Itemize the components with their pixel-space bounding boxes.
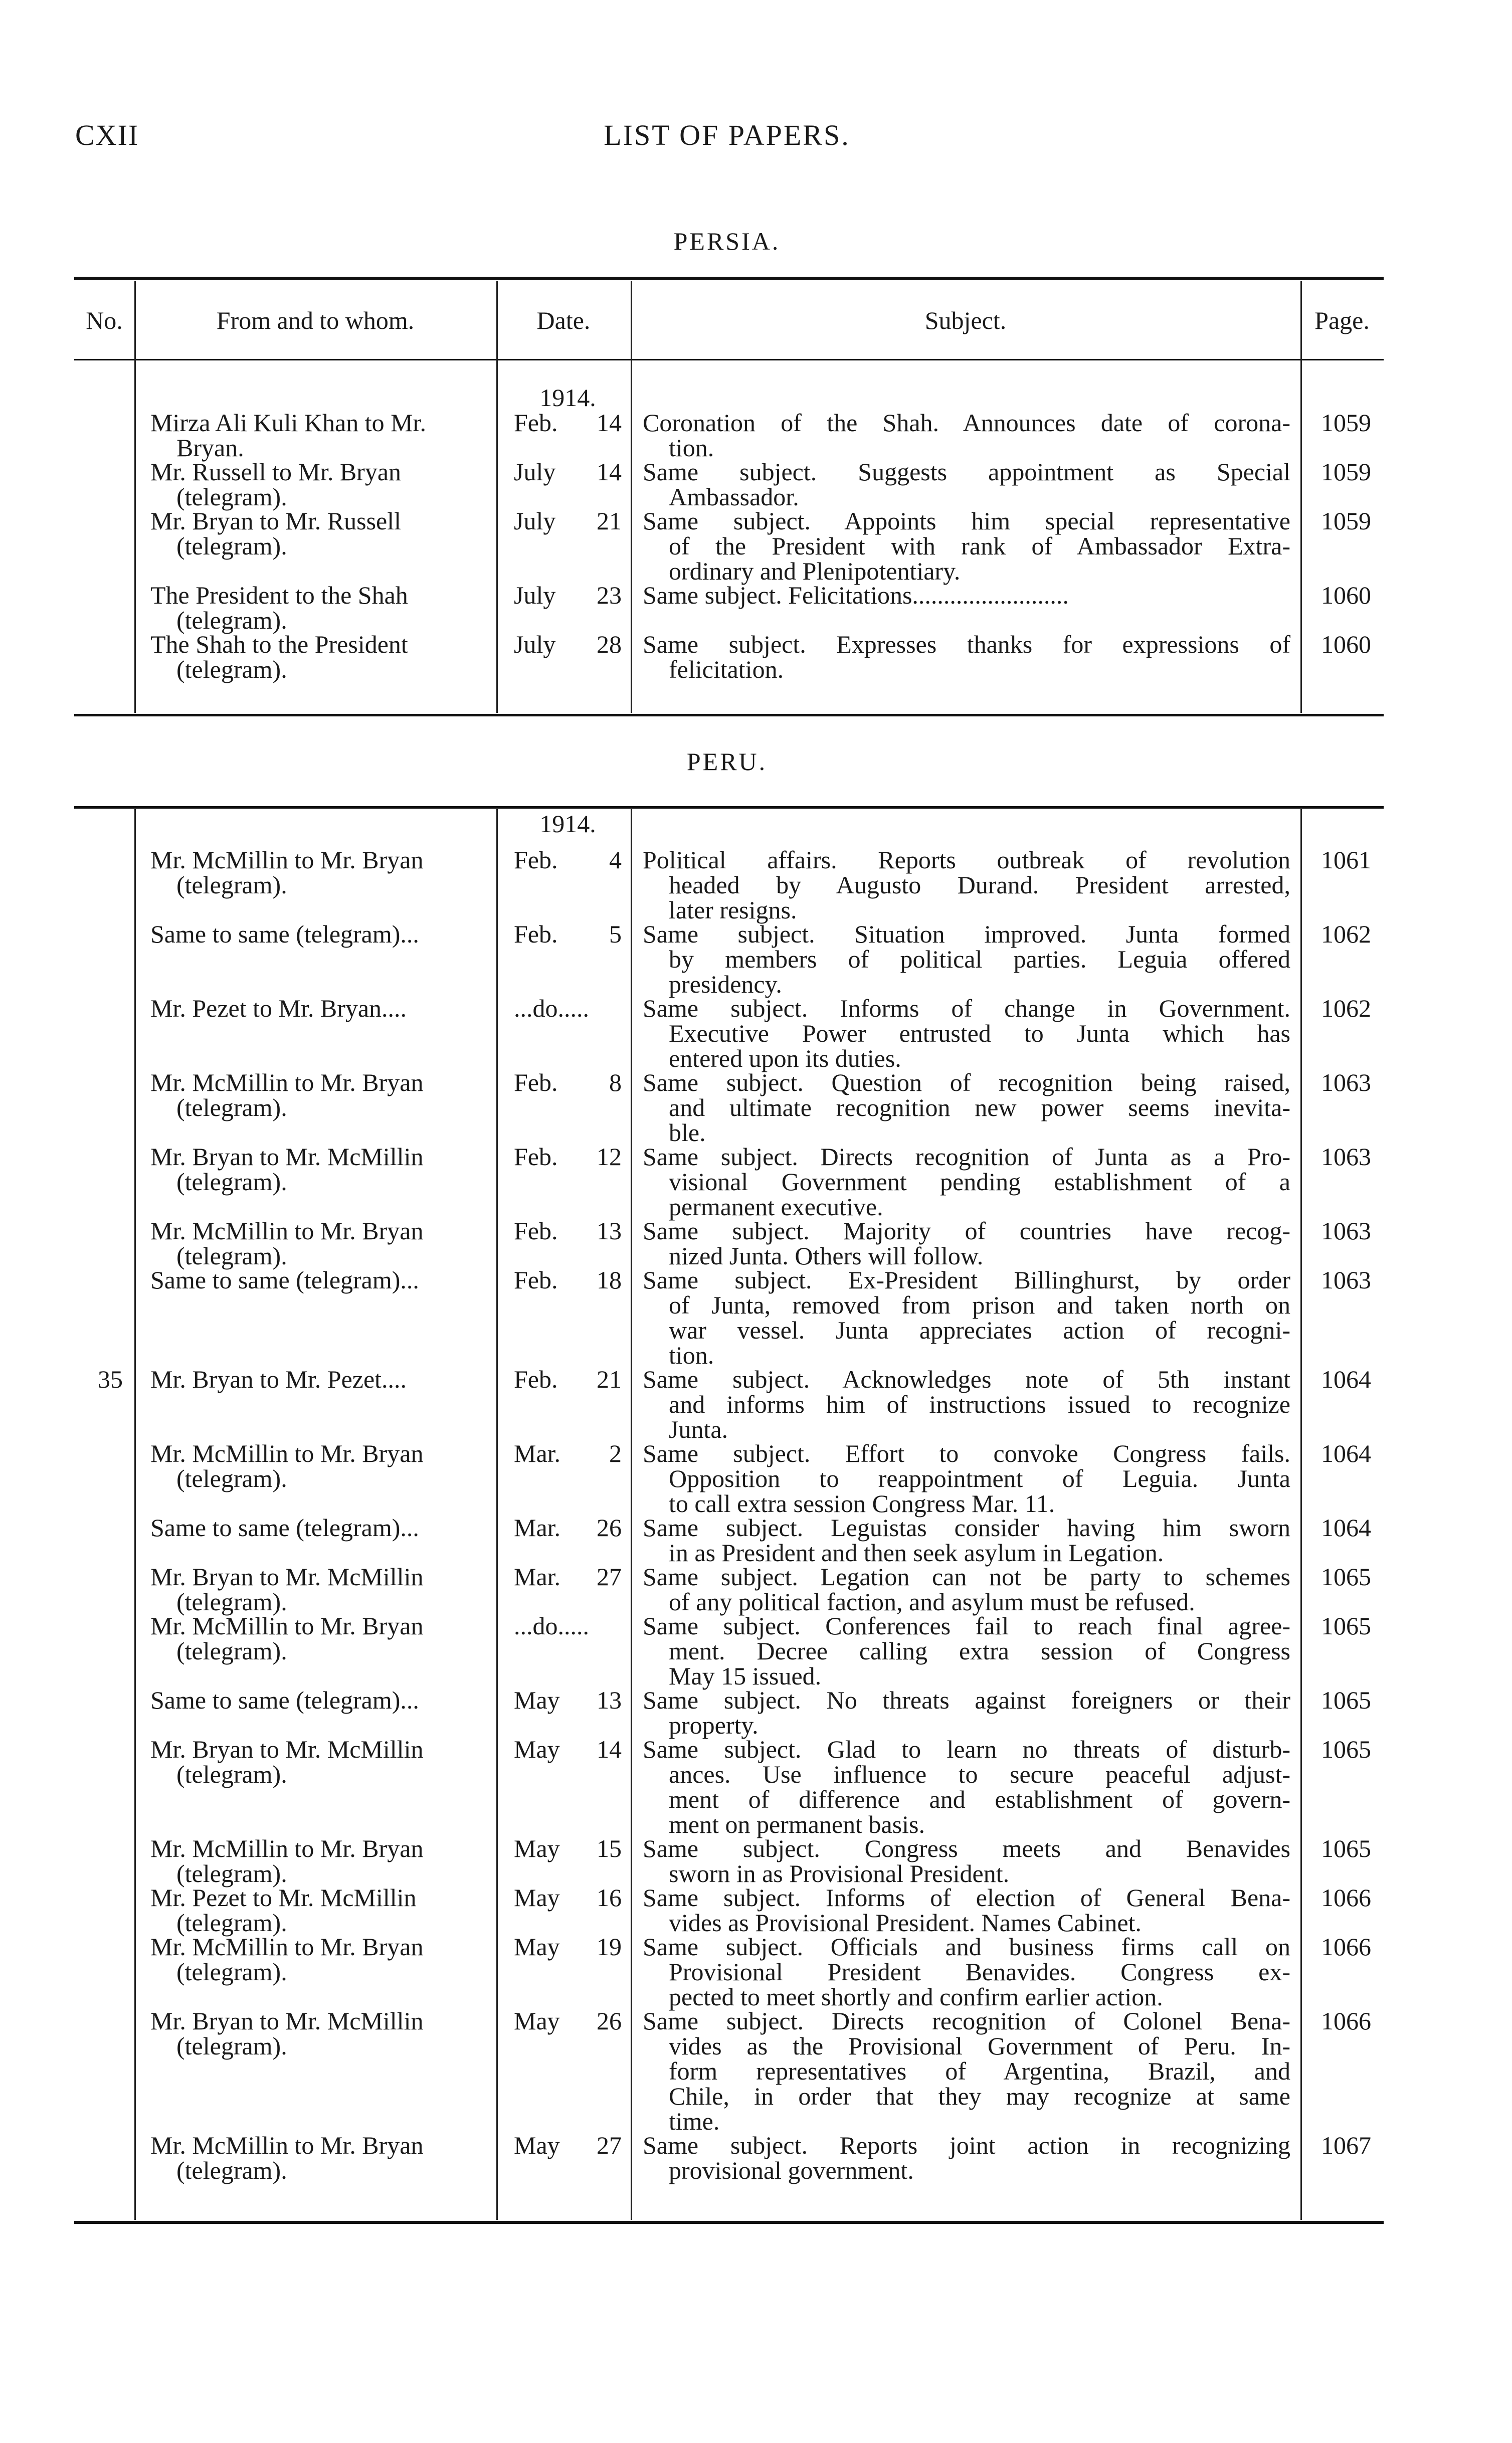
subject-cell [643, 410, 1290, 460]
text-line: Same subject. Reports joint action in recognizing [643, 2131, 1290, 2159]
page-number-cell: 1063 [1321, 1143, 1371, 1171]
text-line: later resigns. [669, 896, 797, 924]
date-cell [514, 410, 622, 435]
text-line: Same subject. No threats against foreigners or their [643, 1686, 1290, 1714]
from-to-cell [150, 1564, 496, 1614]
subject-cell [643, 459, 1290, 509]
subject-cell [643, 1564, 1290, 1614]
column-header-no: No. [86, 306, 123, 334]
column-divider [1300, 809, 1302, 2220]
text-line: Mar. [514, 1439, 561, 1467]
column-divider [134, 809, 136, 2220]
from-to-cell [150, 1885, 496, 1935]
text-line: of any political faction, and asylum must be refused. [669, 1588, 1195, 1616]
text-line: July [514, 630, 556, 658]
date-cell [514, 1070, 622, 1095]
subject-cell [643, 632, 1290, 682]
text-line: Political affairs. Reports outbreak of revolution [643, 846, 1290, 874]
date-cell [514, 1836, 622, 1861]
text-line: and ultimate recognition new power seems inevita- [669, 1093, 1290, 1121]
text-line: by members of political parties. Leguia offered [669, 945, 1290, 973]
section-title-persia: PERSIA. [673, 227, 781, 255]
page-number-cell: 1067 [1321, 2131, 1371, 2159]
text-line: form representatives of Argentina, Brazil, and [669, 2057, 1290, 2085]
page-number-cell: 1059 [1321, 409, 1371, 437]
text-line: May [514, 1834, 560, 1862]
text-line: visional Government pending establishment of a [669, 1168, 1290, 1196]
text-line: Mr. Pezet to Mr. Bryan.... [150, 994, 407, 1022]
text-line: Mr. Russell to Mr. Bryan [150, 458, 402, 486]
text-line: ment of difference and establishment of govern- [669, 1785, 1290, 1813]
page-number-cell: 1066 [1321, 2007, 1371, 2035]
subject-cell [643, 1218, 1290, 1268]
date-line [514, 921, 622, 947]
date-line [514, 847, 622, 872]
date-line [514, 632, 622, 657]
text-line: July [514, 458, 556, 486]
date-line [514, 1367, 622, 1392]
text-line: July [514, 507, 556, 535]
date-line [514, 2008, 622, 2033]
date-line [514, 1218, 622, 1243]
text-line: Mr. Bryan to Mr. Pezet.... [150, 1365, 407, 1393]
text-line: Mar. [514, 1563, 561, 1591]
text-line: The President to the Shah [150, 581, 408, 609]
from-to-cell [150, 1934, 496, 1984]
text-line: of the President with rank of Ambassador Extra- [669, 532, 1290, 560]
from-to-cell [150, 921, 496, 947]
from-to-cell [150, 847, 496, 897]
subject-cell [643, 847, 1290, 922]
date-cell [514, 2133, 622, 2158]
from-to-cell [150, 1144, 496, 1194]
date-cell [514, 1441, 622, 1466]
page-number-cell: 1066 [1321, 1933, 1371, 1961]
text-line: Coronation of the Shah. Announces date of corona- [643, 409, 1290, 437]
text-line: Mr. McMillin to Mr. Bryan [150, 1217, 424, 1245]
subject-cell [643, 1515, 1290, 1565]
date-line [514, 1934, 622, 1959]
text-line: Mr. McMillin to Mr. Bryan [150, 846, 424, 874]
text-line: and informs him of instructions issued to recognize [669, 1390, 1290, 1418]
text-line: May [514, 1686, 560, 1714]
from-to-cell [150, 1070, 496, 1120]
text-line: 19 [597, 1933, 622, 1961]
text-line: (telegram). [176, 1859, 287, 1888]
page-number-cell: 1065 [1321, 1735, 1371, 1763]
text-line: vides as Provisional President. Names Cabinet. [669, 1909, 1142, 1937]
text-line: Same to same (telegram)... [150, 1686, 419, 1714]
subject-cell [643, 1367, 1290, 1442]
page-number-cell: 1064 [1321, 1365, 1371, 1393]
text-line: (telegram). [176, 871, 287, 899]
column-divider [631, 809, 632, 2220]
text-line: (telegram). [176, 2156, 287, 2184]
from-to-cell [150, 996, 496, 1021]
text-line: (telegram). [176, 1637, 287, 1665]
text-line: Mr. McMillin to Mr. Bryan [150, 1612, 424, 1640]
page-number-cell: 1059 [1321, 507, 1371, 535]
header-rule-persia [74, 359, 1384, 360]
date-cell [514, 1144, 622, 1169]
text-line: 14 [597, 409, 622, 437]
text-line: 18 [597, 1266, 622, 1294]
date-cell [514, 1267, 622, 1292]
text-line: Same subject. Question of recognition being raised, [643, 1068, 1290, 1096]
text-line: Same subject. Directs recognition of Junta as a Pro- [643, 1143, 1290, 1171]
text-line: provisional government. [669, 2156, 914, 2184]
page-number-cell: 1065 [1321, 1834, 1371, 1862]
date-line [514, 1687, 622, 1713]
from-to-cell [150, 2008, 496, 2058]
date-line [514, 1515, 622, 1540]
subject-cell [643, 1144, 1290, 1219]
date-cell [514, 1885, 622, 1910]
text-line: 16 [597, 1884, 622, 1912]
page-number-cell: 1064 [1321, 1514, 1371, 1542]
text-line: time. [669, 2107, 720, 2135]
from-to-cell [150, 410, 496, 460]
subject-cell [643, 1934, 1290, 2009]
column-header-from: From and to whom. [216, 306, 415, 334]
text-line: Mr. McMillin to Mr. Bryan [150, 2131, 424, 2159]
table-top-rule-persia [74, 277, 1384, 280]
text-line: (telegram). [176, 2032, 287, 2060]
date-cell [514, 632, 622, 657]
subject-cell [643, 1441, 1290, 1516]
from-to-cell [150, 1613, 496, 1663]
text-line: 5 [609, 920, 622, 948]
text-line: Same subject. Situation improved. Junta formed [643, 920, 1290, 948]
date-line [514, 2133, 622, 2158]
subject-cell [643, 2008, 1290, 2134]
from-to-cell [150, 1687, 496, 1713]
subject-cell [643, 1687, 1290, 1738]
page-number-cell: 1065 [1321, 1563, 1371, 1591]
date-line [514, 583, 622, 608]
text-line: ment on permanent basis. [669, 1810, 925, 1838]
text-line: Mr. McMillin to Mr. Bryan [150, 1068, 424, 1096]
column-divider [134, 281, 136, 713]
text-line: presidency. [669, 970, 782, 998]
text-line: pected to meet shortly and confirm earlier action. [669, 1983, 1163, 2011]
date-cell [514, 2008, 622, 2033]
page-number-cell: 1060 [1321, 630, 1371, 658]
text-line: (telegram). [176, 1242, 287, 1270]
text-line: 15 [597, 1834, 622, 1862]
text-line: Same subject. Glad to learn no threats of disturb- [643, 1735, 1290, 1763]
text-line: 23 [597, 581, 622, 609]
page-number-cell: 1062 [1321, 920, 1371, 948]
page-title: LIST OF PAPERS. [604, 119, 850, 151]
from-to-cell [150, 459, 496, 509]
text-line: 14 [597, 1735, 622, 1763]
text-line: Same subject. Ex-President Billinghurst, by order [643, 1266, 1290, 1294]
from-to-cell [150, 1515, 496, 1540]
text-line: to call extra session Congress Mar. 11. [669, 1489, 1055, 1518]
text-line: Feb. [514, 1266, 558, 1294]
text-line: 21 [597, 507, 622, 535]
from-to-cell [150, 1267, 496, 1292]
text-line: 28 [597, 630, 622, 658]
text-line: 26 [597, 1514, 622, 1542]
text-line: (telegram). [176, 1760, 287, 1788]
column-header-date: Date. [536, 306, 591, 334]
date-line [514, 1441, 622, 1466]
text-line: nized Junta. Others will follow. [669, 1242, 984, 1270]
text-line: 13 [597, 1686, 622, 1714]
text-line: (telegram). [176, 532, 287, 560]
text-line: Mr. Bryan to Mr. McMillin [150, 1143, 424, 1171]
date-cell [514, 847, 622, 872]
text-line: ble. [669, 1118, 706, 1147]
text-line: in as President and then seek asylum in Legation. [669, 1539, 1164, 1567]
table-bottom-rule-persia [74, 714, 1384, 716]
text-line: Mr. Pezet to Mr. McMillin [150, 1884, 417, 1912]
text-line: 4 [609, 846, 622, 874]
text-line: Same to same (telegram)... [150, 1514, 419, 1542]
text-line: (telegram). [176, 1909, 287, 1937]
text-line: (telegram). [176, 1168, 287, 1196]
text-line: sworn in as Provisional President. [669, 1859, 1010, 1888]
date-cell [514, 1367, 622, 1392]
year-label: 1914. [539, 810, 596, 838]
text-line: May [514, 2007, 560, 2035]
date-line [514, 459, 622, 484]
text-line: 27 [597, 2131, 622, 2159]
text-line: Mr. Bryan to Mr. McMillin [150, 2007, 424, 2035]
date-line [514, 996, 622, 1021]
date-line [514, 1836, 622, 1861]
text-line: Same subject. Felicitations......................... [643, 581, 1069, 609]
page-number-cell: 1063 [1321, 1068, 1371, 1096]
page-number-cell: 1063 [1321, 1266, 1371, 1294]
text-line: Same subject. Informs of change in Government. [643, 994, 1290, 1022]
page-number-cell: 1066 [1321, 1884, 1371, 1912]
text-line: (telegram). [176, 483, 287, 511]
text-line: Mirza Ali Kuli Khan to Mr. [150, 409, 426, 437]
text-line: Same subject. Expresses thanks for expressions of [643, 630, 1290, 658]
subject-cell [643, 1070, 1290, 1145]
page-number-cell: 1060 [1321, 581, 1371, 609]
subject-cell [643, 921, 1290, 997]
text-line: The Shah to the President [150, 630, 408, 658]
text-line: Mr. McMillin to Mr. Bryan [150, 1439, 424, 1467]
table-bottom-rule-peru [74, 2221, 1384, 2224]
text-line: Feb. [514, 1365, 558, 1393]
column-divider [631, 281, 632, 713]
date-line [514, 410, 622, 435]
page-number-cell: 1062 [1321, 994, 1371, 1022]
subject-cell [643, 1836, 1290, 1886]
subject-cell [643, 2133, 1290, 2183]
text-line: Feb. [514, 409, 558, 437]
text-line: Opposition to reappointment of Leguia. Junta [669, 1464, 1290, 1492]
text-line: tion. [669, 1341, 714, 1369]
text-line: Ambassador. [669, 483, 799, 511]
text-line: Same subject. Officials and business firms call on [643, 1933, 1290, 1961]
text-line: Same subject. Acknowledges note of 5th instant [643, 1365, 1290, 1393]
text-line: headed by Augusto Durand. President arrested, [669, 871, 1290, 899]
text-line: Mr. McMillin to Mr. Bryan [150, 1933, 424, 1961]
text-line: Feb. [514, 1068, 558, 1096]
text-line: Mr. McMillin to Mr. Bryan [150, 1834, 424, 1862]
text-line: 27 [597, 1563, 622, 1591]
from-to-cell [150, 1218, 496, 1268]
text-line: July [514, 581, 556, 609]
text-line: Provisional President Benavides. Congress ex- [669, 1958, 1290, 1986]
text-line: ordinary and Plenipotentiary. [669, 557, 961, 585]
text-line: Junta. [669, 1415, 728, 1443]
page-number-cell: 1061 [1321, 846, 1371, 874]
page-number-cell: 1064 [1321, 1439, 1371, 1467]
text-line: (telegram). [176, 1588, 287, 1616]
date-cell [514, 459, 622, 484]
page-number-cell: 1059 [1321, 458, 1371, 486]
text-line: Chile, in order that they may recognize at same [669, 2082, 1290, 2110]
date-line [514, 1144, 622, 1169]
date-line [514, 1564, 622, 1589]
text-line: (telegram). [176, 1958, 287, 1986]
subject-cell [643, 1885, 1290, 1935]
text-line: (telegram). [176, 1093, 287, 1121]
text-line: felicitation. [669, 655, 784, 683]
text-line: May [514, 1884, 560, 1912]
page-number-cell: 1065 [1321, 1612, 1371, 1640]
text-line: vides as the Provisional Government of Peru. In- [669, 2032, 1290, 2060]
page-number-cell: 1065 [1321, 1686, 1371, 1714]
text-line: Same subject. Majority of countries have recog- [643, 1217, 1290, 1245]
text-line: Same subject. Suggests appointment as Special [643, 458, 1290, 486]
text-line: May [514, 1735, 560, 1763]
text-line: 26 [597, 2007, 622, 2035]
subject-cell [643, 1267, 1290, 1368]
page-number-cell: 1063 [1321, 1217, 1371, 1245]
text-line: 13 [597, 1217, 622, 1245]
from-to-cell [150, 583, 496, 633]
date-line [514, 1070, 622, 1095]
text-line: ances. Use influence to secure peaceful adjust- [669, 1760, 1290, 1788]
table-top-rule-peru [74, 806, 1384, 809]
column-divider [1300, 281, 1302, 713]
date-line [514, 1613, 622, 1638]
text-line: Feb. [514, 846, 558, 874]
column-header-subject: Subject. [924, 306, 1007, 334]
subject-cell [643, 996, 1290, 1071]
from-to-cell [150, 1367, 496, 1392]
text-line: property. [669, 1711, 759, 1739]
date-line [514, 1885, 622, 1910]
from-to-cell [150, 2133, 496, 2183]
date-cell [514, 996, 622, 1021]
text-line: May 15 issued. [669, 1662, 822, 1690]
column-divider [496, 281, 498, 713]
date-cell [514, 1218, 622, 1243]
date-line [514, 1267, 622, 1292]
year-label: 1914. [539, 384, 596, 412]
text-line: Mr. Bryan to Mr. Russell [150, 507, 402, 535]
page-number: CXII [75, 119, 139, 151]
text-line: Mr. Bryan to Mr. McMillin [150, 1563, 424, 1591]
from-to-cell [150, 632, 496, 682]
text-line: (telegram). [176, 655, 287, 683]
section-title-peru: PERU. [686, 747, 768, 776]
text-line: Same subject. Conferences fail to reach final agree- [643, 1612, 1290, 1640]
text-line: 21 [597, 1365, 622, 1393]
text-line: Same subject. Effort to convoke Congress fails. [643, 1439, 1290, 1467]
subject-cell [643, 583, 1290, 608]
column-header-page: Page. [1314, 306, 1370, 334]
date-cell [514, 508, 622, 533]
text-line: Executive Power entrusted to Junta which has [669, 1019, 1290, 1047]
text-line: Same subject. Congress meets and Benavides [643, 1834, 1290, 1862]
text-line: Same to same (telegram)... [150, 920, 419, 948]
row-number: 35 [98, 1365, 123, 1393]
date-cell [514, 1564, 622, 1589]
text-line: May [514, 1933, 560, 1961]
text-line: of Junta, removed from prison and taken north on [669, 1291, 1290, 1319]
text-line: Feb. [514, 1217, 558, 1245]
text-line: 8 [609, 1068, 622, 1096]
from-to-cell [150, 1836, 496, 1886]
date-line [514, 1737, 622, 1762]
from-to-cell [150, 508, 496, 558]
text-line: Same to same (telegram)... [150, 1266, 419, 1294]
text-line: Same subject. Directs recognition of Colonel Bena- [643, 2007, 1290, 2035]
text-line: Same subject. Informs of election of General Bena- [643, 1884, 1290, 1912]
text-line: Same subject. Leguistas consider having him sworn [643, 1514, 1290, 1542]
from-to-cell [150, 1737, 496, 1787]
text-line: Same subject. Legation can not be party to schemes [643, 1563, 1290, 1591]
text-line: war vessel. Junta appreciates action of recogni- [669, 1316, 1290, 1344]
text-line: ...do..... [514, 1612, 589, 1640]
text-line: entered upon its duties. [669, 1044, 901, 1072]
date-cell [514, 921, 622, 947]
subject-cell [643, 508, 1290, 584]
text-line: Mar. [514, 1514, 561, 1542]
text-line: tion. [669, 434, 714, 462]
text-line: Mr. Bryan to Mr. McMillin [150, 1735, 424, 1763]
subject-cell [643, 1737, 1290, 1837]
from-to-cell [150, 1441, 496, 1491]
text-line: ...do..... [514, 994, 589, 1022]
text-line: Feb. [514, 1143, 558, 1171]
date-cell [514, 583, 622, 608]
date-cell [514, 1934, 622, 1959]
text-line: 2 [609, 1439, 622, 1467]
subject-cell [643, 1613, 1290, 1688]
date-line [514, 508, 622, 533]
text-line: May [514, 2131, 560, 2159]
text-line: Bryan. [176, 434, 244, 462]
text-line: Same subject. Appoints him special representative [643, 507, 1290, 535]
text-line: (telegram). [176, 606, 287, 634]
text-line: 12 [597, 1143, 622, 1171]
date-cell [514, 1737, 622, 1762]
text-line: ment. Decree calling extra session of Congress [669, 1637, 1290, 1665]
date-cell [514, 1515, 622, 1540]
date-cell [514, 1613, 622, 1638]
text-line: permanent executive. [669, 1193, 883, 1221]
text-line: 14 [597, 458, 622, 486]
column-divider [496, 809, 498, 2220]
text-line: (telegram). [176, 1464, 287, 1492]
date-cell [514, 1687, 622, 1713]
text-line: Feb. [514, 920, 558, 948]
